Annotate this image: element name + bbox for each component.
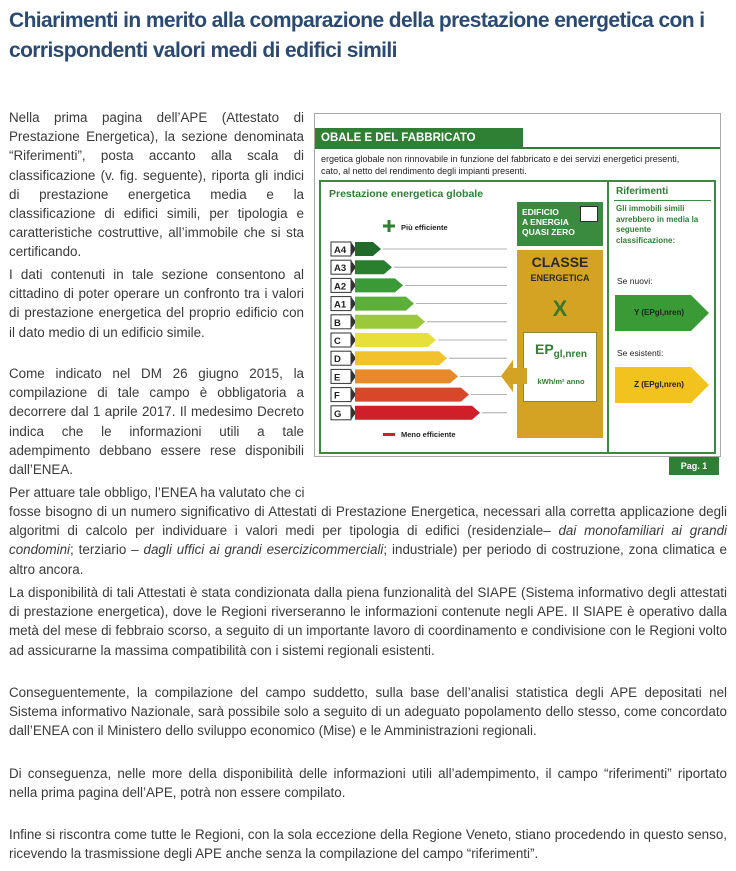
energy-class-box [517, 250, 603, 438]
global-performance-panel [321, 182, 609, 452]
paragraph-4-text-a: fosse bisogno di un numero significativo di Attestati di Prestazione Energetica, necessari alla corretta applicazione degli algoritmi di calcolo per individuare i valori medi per tipologia di edifici (residenziale– [9, 504, 727, 539]
se-nuovi-label: Se nuovi: [617, 276, 653, 286]
class-label-a3: A3 [334, 263, 347, 275]
arrow-to-class-icon [499, 358, 529, 394]
piu-efficiente-label: Più efficiente [401, 223, 448, 232]
class-label-b: B [334, 317, 341, 329]
paragraph-4-text-c: ; industriale) per periodo di costruzione, zona climatica e altro ancora. [9, 542, 727, 577]
figure-description [321, 153, 719, 177]
class-label-e: E [334, 372, 341, 384]
esistenti-value: Z (EPgl,nren) [634, 380, 684, 389]
minus-icon [383, 433, 395, 436]
class-bar-e [355, 369, 458, 383]
energy-class-subtitle: ENERGETICA [530, 273, 590, 283]
ep-label: $EP_{gl,nren}$ [534, 341, 588, 360]
plus-icon [383, 220, 395, 232]
paragraph-4-italic-2: dagli uffici ai grandi esercizicommerciali [143, 542, 384, 558]
figure-description-line-1: ergetica globale non rinnovabile in funzione del fabbricato e dei servizi energetici presenti, [321, 154, 680, 164]
riferimenti-rule [614, 200, 711, 201]
ep-box [523, 332, 597, 402]
paragraph-4 [9, 502, 727, 579]
global-performance-title: Prestazione energetica globale [329, 188, 484, 200]
paragraph-5: La disponibilità di tali Attestati è stata condizionata dalla piena funzionalità del SIAPE (Sistema informativo degli attestati di prestazione energetica), dove le Regioni riverseranno le informazioni contenute negli APE. Il SIAPE è operativo dalla metà del mese di febbraio scorso, a seguito di un importante lavoro di coordinamento e condivisione con le Regioni volto ad assicurarne la massima compatibilità con i sistemi regionali esistenti. [9, 585, 727, 658]
class-bar-a2 [355, 278, 403, 292]
figure-description-line-2: cato, al netto del rendimento degli impianti presenti. [321, 166, 527, 176]
ep-subscript: gl,nren [553, 349, 588, 360]
class-label-a1: A1 [334, 299, 347, 311]
meno-efficiente-label: Meno efficiente [401, 430, 456, 439]
class-bar-c [355, 333, 436, 347]
nzeb-line-1: EDIFICIO [522, 207, 559, 217]
page-title: Chiarimenti in merito alla comparazione della prestazione energetica con i corrispondenti valori medi di edifici simili [9, 9, 705, 62]
class-bar-b [355, 315, 425, 329]
energy-class-title: CLASSE [531, 254, 589, 270]
class-bar-f [355, 388, 469, 402]
paragraph-2: I dati contenuti in tale sezione consentono al cittadino di poter operare un confronto tra i valori di prestazione energetica del proprio edificio con il dato medio di un edificio simile. [9, 267, 304, 340]
paragraph-3: Come indicato nel DM 26 giugno 2015, la compilazione di tale campo è obbligatoria a decorrere dal 1 aprile 2017. Il medesimo Decreto indica che le informazioni utili a tale adempimento debbano essere rese disponibili dall’ENEA. [9, 366, 304, 478]
paragraph-1: Nella prima pagina dell’APE (Attestato di Prestazione Energetica), la sezione denominata “Riferimenti”, posta accanto alla scala di classificazione (v. fig. seguente), riporta gli indici di prestazione energetica media e la classificazione di edifici simili, per tipologia e caratteristiche costruttive, all’immobile che si sta certificando. [9, 110, 304, 260]
paragraph-6: Conseguentemente, la compilazione del campo suddetto, sulla base dell’analisi statistica degli APE depositati nel Sistema informativo Nazionale, sarà possibile solo a seguito di un adeguato popolamento dello stesso, come concordato dall’ENEA con il Ministero dello sviluppo economico (Mise) e le Amministrazioni regionali. [9, 685, 727, 739]
figure-header: OBALE E DEL FABBRICATO [315, 128, 523, 148]
nzeb-checkbox [580, 206, 598, 222]
se-esistenti-label: Se esistenti: [617, 348, 664, 358]
class-bar-d [355, 351, 447, 365]
paragraph-8: Infine si riscontra come tutte le Regioni, con la sola eccezione della Regione Veneto, stiano procedendo in questo senso, ricevendo la trasmissione degli APE anche senza la compilazione del campo “riferimenti”. [9, 827, 727, 862]
class-bar-a1 [355, 297, 414, 311]
paragraph-4-text-b: ; terziario – [70, 542, 144, 558]
class-scale [321, 182, 517, 452]
riferimenti-title: Riferimenti [616, 186, 669, 197]
nuovi-value: Y (EPgl,nren) [633, 308, 685, 317]
class-label-a4: A4 [334, 245, 347, 256]
ep-unit: kWh/m² anno [537, 377, 585, 386]
riferimenti-text: Gli immobili simili avrebbero in media la seguente classificazione: [616, 204, 699, 245]
nzeb-line-2: A ENERGIA [522, 217, 569, 227]
class-label-d: D [334, 354, 341, 366]
ape-figure [314, 113, 721, 457]
nzeb-box [517, 202, 603, 246]
energy-class-value: X [552, 296, 568, 321]
class-label-g: G [334, 408, 342, 420]
riferimenti-panel [611, 182, 714, 452]
paragraph-7: Di conseguenza, nelle more della disponibilità delle informazioni utili all’adempimento, il campo “riferimenti” riportato nella prima pagina dell’APE, potrà non essere compilato. [9, 766, 727, 801]
paragraph-4-italic-1: dai monofamiliari ai grandi condomini [9, 523, 727, 558]
class-label-a2: A2 [334, 281, 347, 293]
class-bar-a4 [355, 242, 381, 256]
class-bar-g [355, 406, 480, 420]
class-label-c: C [334, 336, 341, 347]
page-label-badge: Pag. 1 [669, 457, 719, 475]
class-bar-a3 [355, 260, 392, 274]
figure-header-rule [315, 147, 720, 149]
class-label-f: F [334, 390, 340, 402]
nzeb-line-3: QUASI ZERO [522, 227, 575, 237]
paragraph-4-first-line: Per attuare tale obbligo, l’ENEA ha valutato che ci [9, 485, 305, 500]
energy-label-box [319, 180, 716, 454]
